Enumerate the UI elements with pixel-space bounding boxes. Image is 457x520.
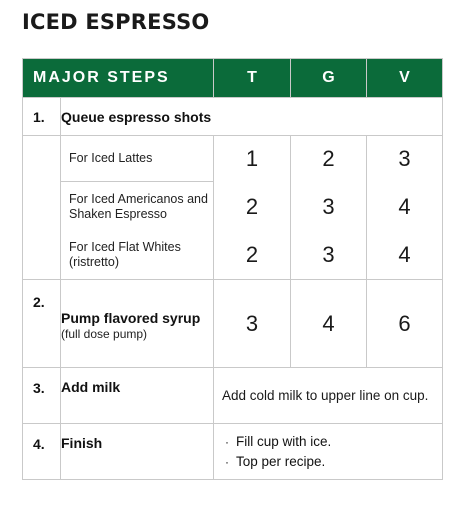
header-size-g: G [291, 59, 367, 98]
step-1-flat-whites-t: 2 [214, 232, 291, 280]
step-4-number: 4. [23, 424, 61, 480]
step-1-americanos-t: 2 [214, 182, 291, 232]
header-size-v: V [367, 59, 443, 98]
step-1-label-flat-whites: For Iced Flat Whites (ristretto) [61, 232, 214, 280]
step-1-spacer [23, 136, 61, 280]
bullet-dot-icon: · [225, 454, 229, 469]
list-item [218, 432, 442, 452]
step-2-v: 6 [367, 280, 443, 368]
header-major-steps: MAJOR STEPS [23, 59, 214, 98]
step-1-lattes-v: 3 [367, 136, 443, 182]
step-1-sub-row-americanos [23, 182, 443, 232]
header-size-t: T [214, 59, 291, 98]
step-1-title: Queue espresso shots [61, 98, 443, 136]
step-1-label-lattes: For Iced Lattes [61, 136, 214, 182]
step-1-flat-whites-g: 3 [291, 232, 367, 280]
bullet-dot-icon: · [225, 434, 229, 449]
step-4-row [23, 424, 443, 480]
step-1-lattes-t: 1 [214, 136, 291, 182]
step-4-bullet-list [218, 432, 442, 472]
step-4-bullet-1: Fill cup with ice. [236, 433, 332, 449]
steps-table [22, 58, 443, 480]
step-1-americanos-v: 4 [367, 182, 443, 232]
step-3-title: Add milk [61, 368, 214, 424]
step-2-g: 4 [291, 280, 367, 368]
table-header-row [23, 59, 443, 98]
page-title: ICED ESPRESSO [22, 10, 210, 34]
step-3-row [23, 368, 443, 424]
step-1-sub-row-lattes [23, 136, 443, 182]
step-2-t: 3 [214, 280, 291, 368]
step-1-americanos-g: 3 [291, 182, 367, 232]
step-1-flat-whites-v: 4 [367, 232, 443, 280]
step-1-lattes-g: 2 [291, 136, 367, 182]
step-4-bullet-2: Top per recipe. [236, 453, 326, 469]
step-1-sub-row-flat-whites [23, 232, 443, 280]
step-4-bullets-cell [214, 424, 443, 480]
list-item [218, 452, 442, 472]
step-3-note: Add cold milk to upper line on cup. [214, 368, 443, 424]
step-4-title: Finish [61, 424, 214, 480]
step-1-row [23, 98, 443, 136]
step-3-number: 3. [23, 368, 61, 424]
step-2-row [23, 280, 443, 368]
step-2-title: Pump flavored syrup [61, 310, 201, 326]
step-2-subtitle: (full dose pump) [61, 327, 148, 341]
step-2-number: 2. [23, 280, 61, 368]
step-1-label-americanos: For Iced Americanos and Shaken Espresso [61, 182, 214, 232]
step-1-number: 1. [23, 98, 61, 136]
